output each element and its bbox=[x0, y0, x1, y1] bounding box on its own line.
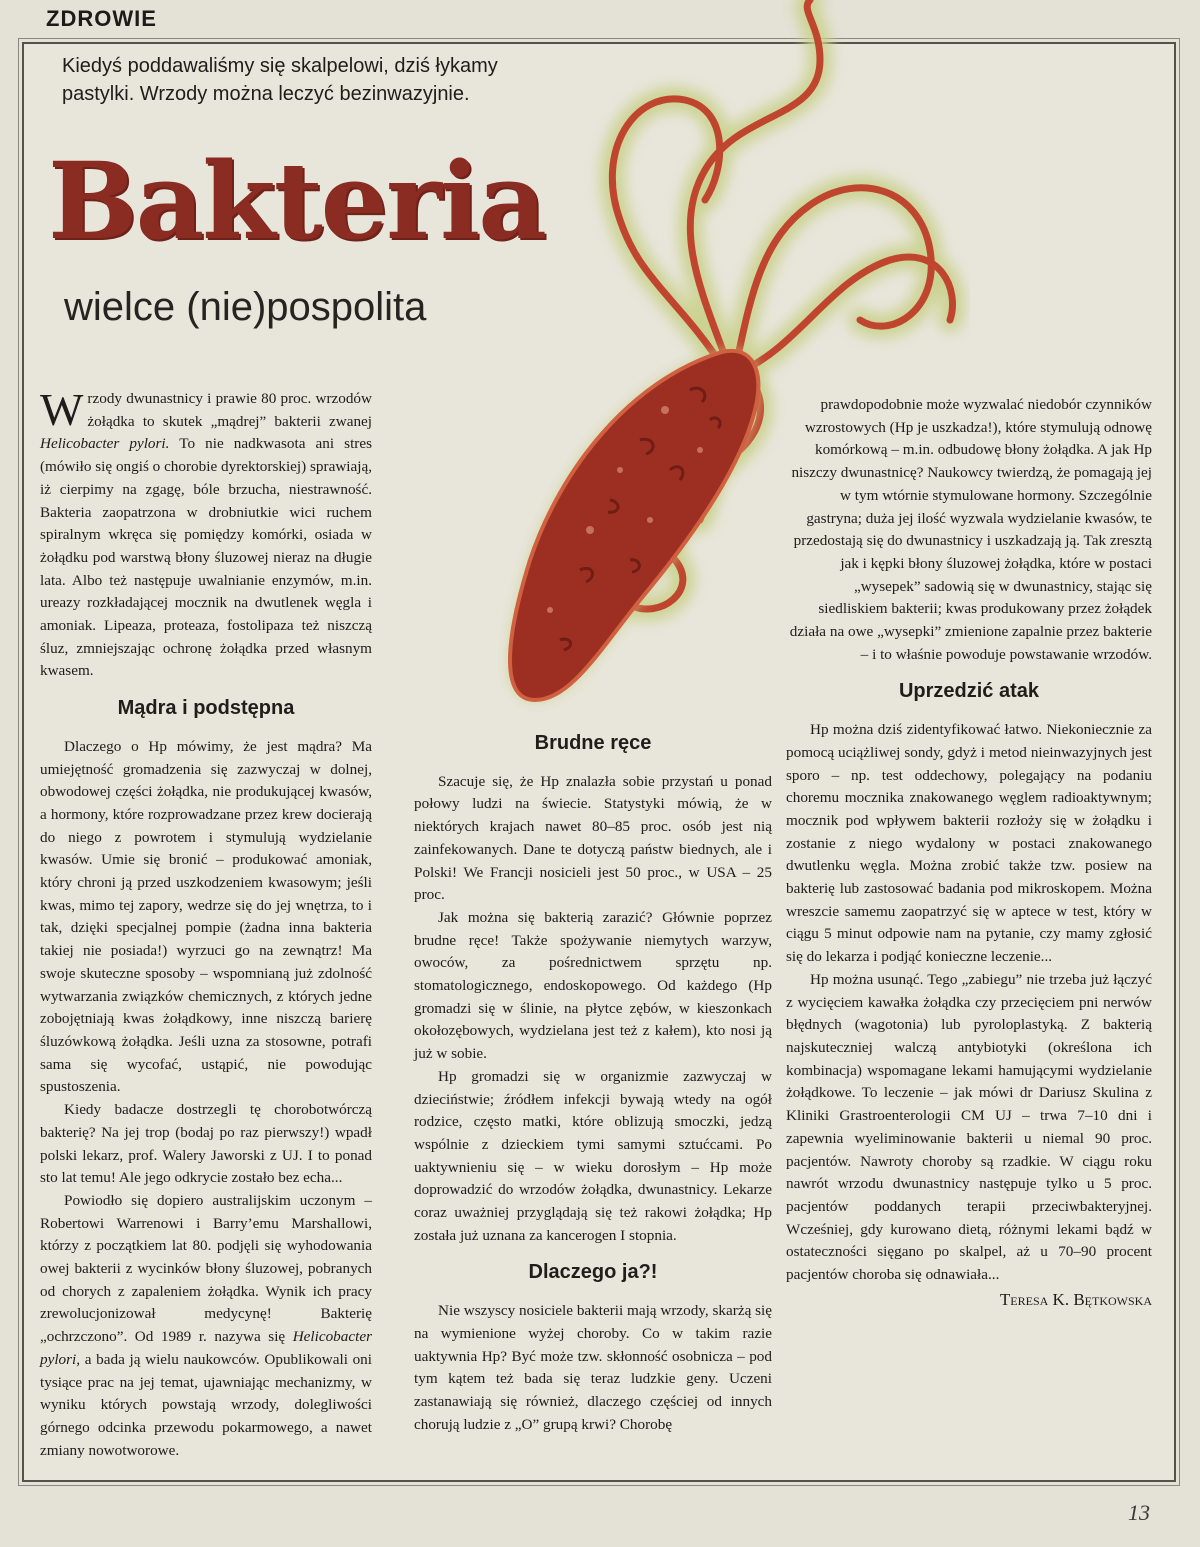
paragraph: Wrzody dwunastnicy i prawie 80 proc. wrzodów żołądka to skutek „mądrej” bakterii zwanej Helicobacter pylori. To nie nadkwasota ani stres (mówiło się ongiś o chorobie dyrektorskiej) sprawiają, iż cierpimy na zgagę, bóle brzucha, niestrawność. Bakteria zaopatrzona w drobniutkie wici ruchem spiralnym wkręca się pomiędzy komórki, osiada w żołądku pod warstwą błony śluzowej nieraz na długie lata. Albo też następuje uwalnianie enzymów, m.in. ureazy rozkładającej mocznik na dwutlenek węgla i amoniak. Lipeaza, proteaza, fostolipaza też niszczą śluz, zmniejszając ochronę żołądka przed własnym kwasem. bbox=[40, 384, 373, 680]
article-subhead: wielce (nie)pospolita bbox=[64, 285, 427, 329]
paragraph: Powiodło się dopiero australijskim uczonym – Robertowi Warrenowi i Barry’emu Marshallowi, którzy z początkiem lat 80. podjęli się wyhodowania owej bakterii z wycinków błony śluzowej, pobranych od chorych z zapaleniem żołądka. Wynik ich pracy zrewolucjonizował medycynę! Bakterię „ochrzczono”. Od 1989 r. nazywa się Helicobacter pylori, a bada ją wielu naukowców. Opublikowali oni tysiące prac na jej temat, ujawniając mechanizmy, w wyniku których powstają wrzody, dolegliwości górnego odcinka przewodu pokarmowego, a nawet zmiany nowotworowe. bbox=[40, 1191, 372, 1459]
subheading: Dlaczego ja?! bbox=[528, 1261, 658, 1284]
paragraph: Szacuje się, że Hp znalazła sobie przystań u ponad połowy ludzi na świecie. Statystyki mówią, że w niektórych krajach nawet 80–85 proc. osób jest nią zainfekowanych. Dane te dotyczą państw biednych, ale i Polski! We Francji nosicieli jest 50 proc., w USA – 25 proc. bbox=[414, 772, 772, 904]
article-column-left bbox=[40, 384, 373, 1462]
subheading: Brudne ręce bbox=[534, 732, 652, 754]
article-headline: Bakteria bbox=[48, 138, 545, 263]
paragraph: Hp gromadzi się w organizmie zazwyczaj w dzieciństwie; źródłem infekcji bywają wtedy na ogół rodzice, często matki, które oblizują smoczki, jedzą wspólnie z dzieckiem tymi samymi sztućcami. Po uaktywnieniu się – w wieku dorosłym – Hp może doprowadzić do wrzodów żołądka, dwunastnicy. Lekarze coraz uważniej przyglądają się też rakowi żołądka; Hp została już uznana za kancerogen I stopnia. bbox=[414, 1067, 772, 1244]
paragraph: Kiedy badacze dostrzegli tę chorobotwórczą bakterię? Na jej trop (bodaj po raz pierwszy!) wpadł polski lekarz, prof. Walery Jaworski z UJ. I to ponad sto lat temu! Ale jego odkrycie zostało bez echa... bbox=[40, 1101, 372, 1187]
section-tag: ZDROWIE bbox=[46, 6, 157, 31]
bacterium-body bbox=[510, 351, 758, 700]
paragraph: Hp można dziś zidentyfikować łatwo. Niekoniecznie za pomocą uciążliwej sondy, gdyż i metod nieinwazyjnych jest sporo – np. test oddechowy, polegający na podaniu choremu mocznika znakowanego węglem radioaktywnym; mocznik pod wpływem bakterii rozłoży się w żołądku i zostanie z niego wydalony w postaci znakowanego dwutlenku węgla. Można zrobić także tzw. posiew na bakterię lub zastosować badania pod mikroskopem. Można wreszcie samemu zaopatrzyć się w aptece w test, który w ciągu 5 minut odpowie nam na pytanie, czy mamy zgłosić się do lekarza i podjąć konieczne leczenie... bbox=[786, 721, 1152, 966]
paragraph: prawdopodobnie może wyzwalać niedobór czynników wzrostowych (Hp je uszkadza!), które stymulują odnowę komórkową – m.in. odbudowę błony żołądka. A jak Hp niszczy dwunastnicę? Naukowcy twierdzą, że pomagają jej w tym wtórnie stymulowane hormony. Szczególnie gastryna; duża jej ilość wyzwala wydzielanie kwasów, te przedostają się do dwunastnicy i uszkadzają ją. Tak zresztą jak i kępki błony śluzowej żołądka, które w postaci „wysepek” sadowią się w dwunastnicy, stając się siedliskiem bakterii; kwas produkowany przez żołądek działa na owe „wysepki” zmienione zapalnie przez bakterie – i to właśnie powoduje powstawanie wrzodów. bbox=[789, 396, 1152, 663]
author-byline: Teresa K. Bętkowska bbox=[999, 1289, 1152, 1309]
article-column-middle bbox=[414, 718, 772, 1436]
page-number: 13 bbox=[1128, 1500, 1150, 1525]
article-lead: Kiedyś poddawaliśmy się skalpelowi, dziś łykamy pastylki. Wrzody można leczyć bezinwazyjnie. bbox=[62, 55, 498, 105]
article-column-right bbox=[786, 394, 1152, 1311]
paragraph: Jak można się bakterią zarazić? Głównie poprzez brudne ręce! Także spożywanie niemytych warzyw, owoców, za pośrednictwem sprzętu np. stomatologicznego, endoskopowego. Od każdego (Hp gromadzi się w ślinie, na płytce zębów, w kieszonkach okołozębowych, wydzielana jest też z kałem), kto nosi ją już w sobie. bbox=[414, 908, 772, 1063]
paragraph: Nie wszyscy nosiciele bakterii mają wrzody, skarżą się na wymienione wyżej choroby. Co w takim razie uaktywnia Hp? Być może tzw. skłonność osobnicza – pod tym kątem też bada się teraz ludzkie geny. Uczeni zastanawiają się również, dlaczego częściej od innych chorują ludzie z „O” grupą krwi? Chorobę bbox=[414, 1302, 772, 1433]
paragraph: Dlaczego o Hp mówimy, że jest mądra? Ma umiejętność gromadzenia się zazwyczaj w dolnej, obwodowej części żołądka, nie produkującej kwasów, a hormony, które rozprowadzane przez krew docierają do niego z powrotem i stymulują wydzielanie kwasów. Umie się bronić – produkować amoniak, który chroni ją przed uszkodzeniem kwasowym; jeśli kwas, mimo tej zapory, wedrze się do jej wnętrza, to i tak, dzięki specjalnej pompie (żadna inna bakteria takiej nie posiada!) wyrzuci go na zewnątrz! Ma swoje skuteczne sposoby – wspomnianą już zdolność wytwarzania związków chemicznych, z których jedne zobojętniają kwas żołądkowy, inne niszczą barierę śluzówkową żołądka. Jeśli uzna za stosowne, potrafi sama się wycofać, ustąpić, nie powodując spustoszenia. bbox=[40, 737, 372, 1096]
subheading: Uprzedzić atak bbox=[898, 680, 1040, 703]
paragraph: Hp można usunąć. Tego „zabiegu” nie trzeba już łączyć z wycięciem kawałka żołądka czy przecięciem pni nerwów błędnych (wagotonia) lub pyroloplastyką. Z bakterią najskuteczniej walczą antybiotyki (określona ich kombinacja) wspomagane lekami hamującymi wydzielanie żołądkowe. To leczenie – jak mówi dr Dariusz Skulina z Kliniki Grastroenterologii CM UJ – trwa 7–10 dni i zapewnia wyeliminowanie bakterii u niemal 90 proc. pacjentów. Nawroty choroby są rzadkie. W ciągu roku nawrót wrzodu dwunastnicy następuje tylko u 5 proc. pacjentów poddanych terapii przeciwbakteryjnej. Wcześniej, gdy kurowano dietą, różnymi lekami bądź w ostateczności sięgano po skalpel, aż u 70–90 procent pacjentów choroba się odnawiała... bbox=[786, 970, 1152, 1284]
subheading: Mądra i podstępna bbox=[117, 697, 295, 720]
drop-cap: W bbox=[40, 384, 84, 435]
